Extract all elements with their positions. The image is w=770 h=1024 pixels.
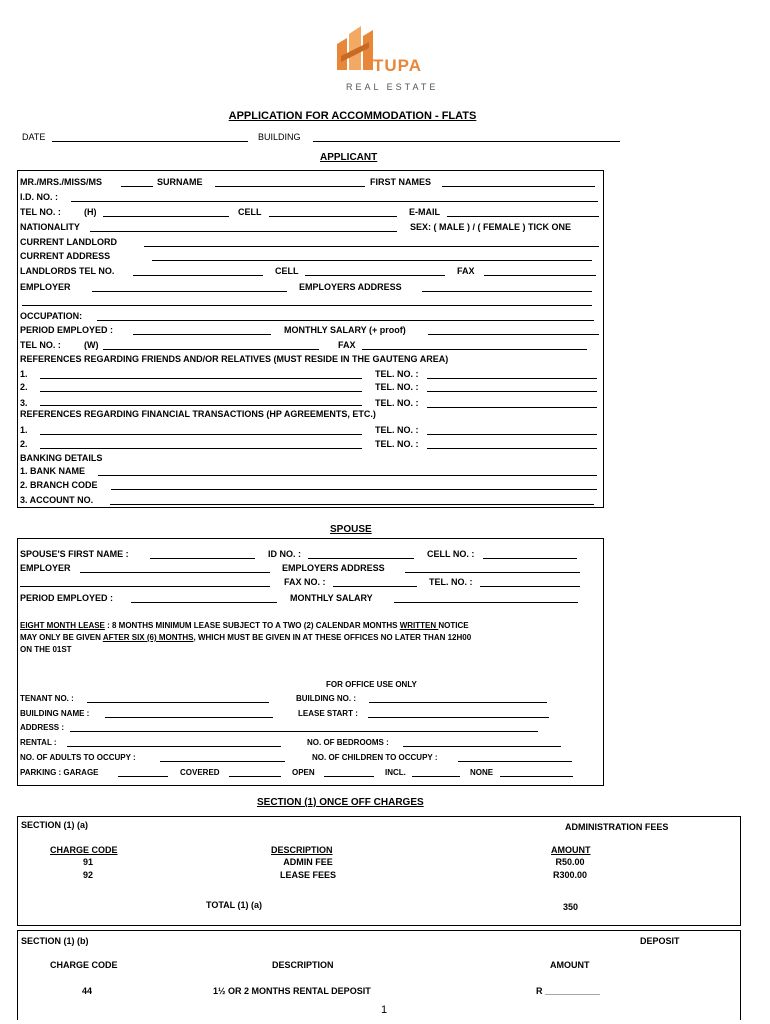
tel-w-label: (W) — [84, 340, 99, 350]
section1a-row-2-desc: LEASE FEES — [279, 870, 336, 880]
rental-field[interactable] — [67, 746, 281, 747]
adults-label: NO. OF ADULTS TO OCCUPY : — [20, 753, 136, 762]
first-names-label: FIRST NAMES — [370, 177, 432, 187]
occupation-label: OCCUPATION: — [20, 311, 83, 321]
spouse-employer-label: EMPLOYER — [20, 563, 71, 573]
section1a-row-1-code: 91 — [82, 857, 93, 867]
fin-ref-2-tel-field[interactable] — [427, 448, 597, 449]
account-label: 3. ACCOUNT NO. — [20, 495, 94, 505]
ref-2-tel-label: TEL. NO. : — [375, 382, 419, 392]
section1b-col-code: CHARGE CODE — [50, 960, 118, 970]
section1b-label: SECTION (1) (b) — [21, 936, 89, 946]
children-field[interactable] — [458, 761, 572, 762]
lease-term-8-month: EIGHT MONTH LEASE — [20, 621, 105, 630]
spouse-cell-label: CELL NO. : — [427, 549, 475, 559]
section1a-col-amount: AMOUNT — [551, 845, 591, 855]
references-label: REFERENCES REGARDING FRIENDS AND/OR RELATIVES (MUST RESIDE IN THE GAUTENG AREA) — [20, 354, 449, 364]
spouse-fax-label: FAX NO. : — [284, 577, 326, 587]
building-no-label: BUILDING NO. : — [296, 694, 356, 703]
section1b-row-desc: 1½ OR 2 MONTHS RENTAL DEPOSIT — [213, 986, 371, 996]
ref-1-tel-label: TEL. NO. : — [375, 369, 419, 379]
banking-label: BANKING DETAILS — [20, 453, 103, 463]
parking-covered-label: COVERED — [180, 768, 220, 777]
landlord-label: CURRENT LANDLORD — [20, 237, 117, 247]
parking-open-label: OPEN — [292, 768, 315, 777]
lease-start-field[interactable] — [368, 717, 549, 718]
section1a-total-value: 350 — [563, 902, 579, 912]
parking-incl-label: INCL. — [385, 768, 406, 777]
building-logo-icon — [335, 22, 375, 74]
ref-1-num: 1. — [20, 369, 28, 379]
tenant-label: TENANT NO. : — [20, 694, 74, 703]
surname-field[interactable] — [215, 186, 365, 187]
spouse-tel-label: TEL. NO. : — [429, 577, 473, 587]
parking-open-field[interactable] — [324, 776, 374, 777]
section1a-title: ADMINISTRATION FEES — [565, 822, 669, 832]
adults-field[interactable] — [160, 761, 285, 762]
fin-ref-2-field[interactable] — [40, 448, 362, 449]
parking-covered-field[interactable] — [229, 776, 281, 777]
logo-sub: REAL ESTATE — [346, 82, 439, 92]
bank-name-field[interactable] — [98, 475, 597, 476]
period-field[interactable] — [133, 334, 271, 335]
tel-home-field[interactable] — [103, 216, 229, 217]
bank-name-label: 1. BANK NAME — [20, 466, 86, 476]
applicant-box — [17, 170, 604, 508]
ref-3-tel-field[interactable] — [427, 407, 597, 408]
landlord-tel-field[interactable] — [133, 275, 263, 276]
section1b-col-desc: DESCRIPTION — [272, 960, 334, 970]
salary-label: MONTHLY SALARY (+ proof) — [284, 325, 406, 335]
employer-field[interactable] — [92, 291, 287, 292]
cell-label: CELL — [238, 207, 262, 217]
parking-garage-label: PARKING : GARAGE — [20, 768, 99, 777]
section1a-box — [17, 816, 741, 926]
employer-address-field-2[interactable] — [22, 305, 592, 306]
ref-3-num: 3. — [20, 398, 28, 408]
building-name-label: BUILDING NAME : — [20, 709, 90, 718]
parking-garage-field[interactable] — [118, 776, 168, 777]
section1b-box — [17, 930, 741, 1020]
spouse-employer-address-field[interactable] — [405, 572, 580, 573]
bedrooms-field[interactable] — [403, 746, 561, 747]
date-label: DATE — [22, 132, 46, 142]
spouse-period-label: PERIOD EMPLOYED : — [20, 593, 114, 603]
building-name-field[interactable] — [105, 717, 273, 718]
sex-label[interactable]: SEX: ( MALE ) / ( FEMALE ) TICK ONE — [410, 222, 571, 232]
building-label: BUILDING — [258, 132, 301, 142]
account-field[interactable] — [110, 504, 594, 505]
office-address-field[interactable] — [70, 731, 538, 732]
spouse-period-field[interactable] — [131, 602, 277, 603]
fin-ref-1-tel-label: TEL. NO. : — [375, 425, 419, 435]
ref-2-num: 2. — [20, 382, 28, 392]
section1a-label: SECTION (1) (a) — [21, 820, 89, 830]
building-no-field[interactable] — [369, 702, 547, 703]
tel-label: TEL NO. : — [20, 207, 61, 217]
section1a-row-1-amount: R50.00 — [555, 857, 585, 867]
children-label: NO. OF CHILDREN TO OCCUPY : — [312, 753, 438, 762]
section1a-row-2-amount: R300.00 — [552, 870, 588, 880]
lease-start-label: LEASE START : — [298, 709, 358, 718]
surname-label: SURNAME — [157, 177, 203, 187]
lease-term-may: MAY ONLY BE GIVEN — [20, 633, 103, 642]
employer-address-field[interactable] — [422, 291, 592, 292]
fin-references-label: REFERENCES REGARDING FINANCIAL TRANSACTIONS (HP AGREEMENTS, ETC.) — [20, 409, 376, 419]
fin-ref-2-num: 2. — [20, 439, 28, 449]
fax2-label: FAX — [338, 340, 356, 350]
fin-ref-1-field[interactable] — [40, 434, 362, 435]
title-field[interactable] — [121, 186, 153, 187]
spouse-id-label: ID NO. : — [268, 549, 301, 559]
lease-term-six-months: AFTER SIX (6) MONTHS — [102, 633, 194, 642]
section1b-row-amount[interactable]: R ___________ — [536, 986, 601, 996]
spouse-salary-label: MONTHLY SALARY — [290, 593, 373, 603]
address-label: CURRENT ADDRESS — [20, 251, 111, 261]
email-field[interactable] — [447, 216, 599, 217]
section1a-row-2-code: 92 — [82, 870, 93, 880]
tel-h-label: (H) — [84, 207, 97, 217]
spouse-employer-field-2[interactable] — [20, 586, 270, 587]
section1b-title: DEPOSIT — [640, 936, 680, 946]
spouse-employer-address-label: EMPLOYERS ADDRESS — [282, 563, 385, 573]
landlord-tel-label: LANDLORDS TEL NO. — [20, 266, 115, 276]
ref-3-field[interactable] — [40, 405, 362, 406]
ref-2-field[interactable] — [40, 391, 362, 392]
bedrooms-label: NO. OF BEDROOMS : — [307, 738, 389, 747]
spouse-id-field[interactable] — [308, 558, 414, 559]
tel-work-label: TEL NO. : — [20, 340, 61, 350]
section1a-total-label: TOTAL (1) (a) — [206, 900, 262, 910]
spouse-employer-field[interactable] — [80, 572, 270, 573]
fax2-field[interactable] — [362, 349, 587, 350]
fax-label: FAX — [457, 266, 475, 276]
applicant-heading: APPLICANT — [320, 152, 378, 163]
section1a-col-desc: DESCRIPTION — [271, 845, 333, 855]
cell-field[interactable] — [269, 216, 397, 217]
spouse-fax-field[interactable] — [333, 586, 417, 587]
office-use-label: FOR OFFICE USE ONLY — [326, 680, 417, 689]
id-field[interactable] — [71, 201, 598, 202]
branch-field[interactable] — [111, 489, 597, 490]
rental-label: RENTAL : — [20, 738, 57, 747]
ref-1-tel-field[interactable] — [427, 378, 597, 379]
section1b-col-amount: AMOUNT — [550, 960, 590, 970]
section1a-col-code: CHARGE CODE — [50, 845, 118, 855]
nationality-label: NATIONALITY — [20, 222, 80, 232]
ref-2-tel-field[interactable] — [427, 391, 597, 392]
employer-address-label: EMPLOYERS ADDRESS — [299, 282, 402, 292]
parking-incl-field[interactable] — [412, 776, 460, 777]
first-names-field[interactable] — [442, 186, 595, 187]
id-label: I.D. NO. : — [20, 192, 58, 202]
lease-terms-line-3: ON THE 01ST — [20, 645, 72, 654]
spouse-tel-field[interactable] — [480, 586, 580, 587]
ref-3-tel-label: TEL. NO. : — [375, 398, 419, 408]
building-field[interactable] — [313, 141, 620, 142]
email-label: E-MAIL — [409, 207, 440, 217]
landlord-field[interactable] — [144, 246, 599, 247]
spouse-salary-field[interactable] — [394, 602, 578, 603]
office-address-label: ADDRESS : — [20, 723, 65, 732]
page-number: 1 — [381, 1004, 388, 1016]
salary-field[interactable] — [428, 334, 599, 335]
spouse-cell-field[interactable] — [483, 558, 577, 559]
employer-label: EMPLOYER — [20, 282, 71, 292]
title-label: MR./MRS./MISS/MS — [20, 177, 103, 187]
lease-term-written: WRITTEN — [399, 621, 439, 630]
fin-ref-1-num: 1. — [20, 425, 28, 435]
tel-work-field[interactable] — [103, 349, 319, 350]
parking-none-field[interactable] — [500, 776, 573, 777]
fin-ref-1-tel-field[interactable] — [427, 434, 597, 435]
nationality-field[interactable] — [90, 231, 397, 232]
section1a-row-1-desc: ADMIN FEE — [283, 857, 333, 867]
period-label: PERIOD EMPLOYED : — [20, 325, 114, 335]
spouse-first-name-label: SPOUSE'S FIRST NAME : — [20, 549, 129, 559]
landlord-cell-label: CELL — [275, 266, 299, 276]
spouse-first-name-field[interactable] — [150, 558, 255, 559]
date-field[interactable] — [52, 141, 248, 142]
lease-term-notice: NOTICE — [438, 621, 469, 630]
spouse-box — [17, 538, 604, 786]
logo-brand: TUPA — [373, 56, 423, 75]
lease-term-offices: , WHICH MUST BE GIVEN IN AT THESE OFFICES NO LATER THAN 12H00 — [193, 633, 472, 642]
fax-field[interactable] — [484, 275, 596, 276]
landlord-cell-field[interactable] — [305, 275, 445, 276]
occupation-field[interactable] — [97, 320, 594, 321]
section1b-row-code: 44 — [82, 986, 93, 996]
page-title: APPLICATION FOR ACCOMMODATION - FLATS — [228, 110, 477, 122]
company-logo — [333, 22, 439, 94]
section1-heading: SECTION (1) ONCE OFF CHARGES — [257, 797, 424, 808]
lease-terms-line-2 — [20, 633, 471, 642]
tenant-field[interactable] — [87, 702, 269, 703]
parking-none-label: NONE — [470, 768, 494, 777]
spouse-heading: SPOUSE — [330, 524, 372, 535]
address-field[interactable] — [152, 260, 592, 261]
ref-1-field[interactable] — [40, 378, 362, 379]
lease-terms-line-1 — [20, 621, 469, 630]
fin-ref-2-tel-label: TEL. NO. : — [375, 439, 419, 449]
branch-label: 2. BRANCH CODE — [20, 480, 98, 490]
lease-term-text: : 8 MONTHS MINIMUM LEASE SUBJECT TO A TWO (2) CALENDAR MONTHS — [104, 621, 400, 630]
